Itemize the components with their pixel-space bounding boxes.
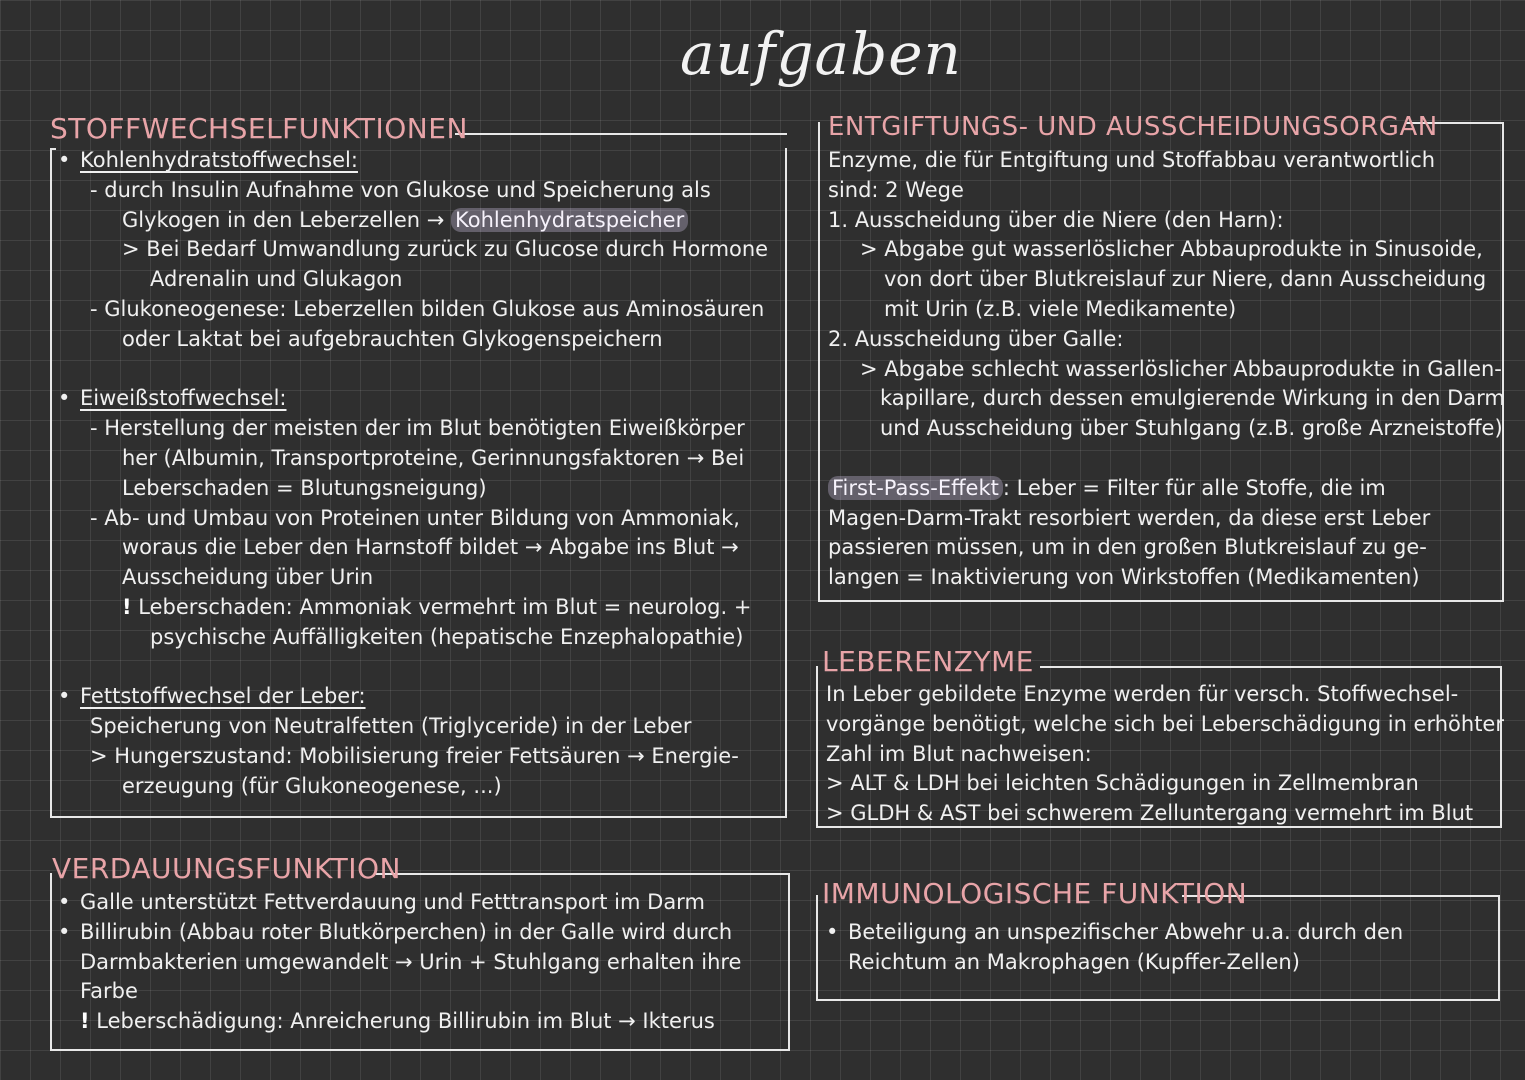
leberenzyme-line: In Leber gebildete Enzyme werden für versch. Stoffwechsel- (826, 682, 1459, 706)
bullet: • (826, 920, 839, 944)
fs-line: Speicherung von Neutralfetten (Triglyceride) in der Leber (90, 714, 692, 739)
verdauung-line (58, 888, 783, 918)
fs-title: Fettstoffwechsel der Leber: (80, 684, 366, 709)
leberenzyme-line: > GLDH & AST bei schwerem Zelluntergang vermehrt im Blut (826, 801, 1474, 826)
spacer (58, 653, 778, 683)
stoffwechsel-heading: STOFFWECHSELFUNKTIONEN (50, 112, 468, 145)
stoffwechsel-heading-line (455, 133, 787, 135)
immun-heading: IMMUNOLOGISCHE FUNKTION (822, 877, 1248, 910)
warning-icon: ! (80, 1009, 90, 1034)
highlight-first-pass: First-Pass-Effekt (828, 476, 1003, 500)
ew-line: Ausscheidung über Urin (122, 565, 374, 590)
warning-icon: ! (122, 594, 132, 619)
immun-line (826, 918, 1496, 948)
leberenzyme-heading-line (1040, 666, 1502, 668)
ew-title: Eiweißstoffwechsel: (80, 386, 287, 411)
leberenzyme-line: vorgänge benötigt, welche sich bei Leberschädigung in erhöhter (826, 711, 1504, 736)
ew-text: Leberschaden: Ammoniak vermehrt im Blut = neurolog. + (138, 594, 752, 619)
ew-line: - Ab- und Umbau von Proteinen unter Bildung von Ammoniak, (90, 505, 740, 530)
entgiftung-line: Enzyme, die für Entgiftung und Stoffabbau verantwortlich (828, 148, 1436, 172)
bullet: • (58, 148, 71, 172)
entgiftung-content (828, 146, 1505, 593)
immun-content (826, 918, 1496, 978)
verdauung-line: Darmbakterien umgewandelt → Urin + Stuhlgang erhalten ihre (80, 949, 742, 974)
verdauung-line: Farbe (80, 979, 138, 1004)
verdauung-text: Leberschädigung: Anreicherung Billirubin im Blut → Ikterus (96, 1009, 715, 1034)
verdauung-heading-line (376, 873, 790, 875)
stoffwechsel-box-top-left (50, 148, 56, 150)
entgiftung-line: > Abgabe schlecht wasserlöslicher Abbauprodukte in Gallen- (860, 356, 1502, 381)
fs-line: erzeugung (für Glukoneogenese, ...) (122, 773, 502, 798)
leberenzyme-content (826, 680, 1504, 829)
first-pass-line (828, 474, 1500, 504)
verdauung-heading: VERDAUUNGSFUNKTION (52, 852, 402, 885)
ew-line: Leberschaden = Blutungsneigung) (122, 475, 487, 500)
entgiftung-line: 1. Ausscheidung über die Niere (den Harn): (828, 207, 1284, 232)
verdauung-text: Galle unterstützt Fettverdauung und Fetttransport im Darm (80, 890, 705, 914)
spacer (58, 355, 778, 385)
kh-line: - Glukoneogenese: Leberzellen bilden Glukose aus Aminosäuren (90, 296, 765, 321)
verdauung-content (58, 888, 783, 1037)
bullet: • (58, 919, 71, 944)
entgiftung-line: > Abgabe gut wasserlöslicher Abbauprodukte in Sinusoide, (860, 237, 1483, 262)
stoffwechsel-content (58, 146, 778, 802)
page-title: aufgaben (680, 20, 962, 88)
entgiftung-line: mit Urin (z.B. viele Medikamente) (884, 296, 1237, 321)
ew-title-line (58, 384, 778, 414)
leberenzyme-heading: LEBERENZYME (822, 645, 1034, 678)
highlight-kohlenhydratspeicher: Kohlenhydratspeicher (451, 208, 688, 232)
ew-line: her (Albumin, Transportproteine, Gerinnungsfaktoren → Bei (122, 445, 745, 470)
entgiftung-line: und Ausscheidung über Stuhlgang (z.B. große Arzneistoffe) (880, 416, 1503, 441)
ew-line: woraus die Leber den Harnstoff bildet → Abgabe ins Blut → (122, 535, 739, 560)
kh-line: > Bei Bedarf Umwandlung zurück zu Glucose durch Hormone (122, 237, 769, 262)
fs-title-line (58, 682, 778, 712)
first-pass-line: Magen-Darm-Trakt resorbiert werden, da diese erst Leber (828, 505, 1431, 530)
ew-line (58, 593, 778, 623)
kh-line: Adrenalin und Glukagon (150, 267, 403, 292)
entgiftung-heading: ENTGIFTUNGS- UND AUSSCHEIDUNGSORGAN (828, 112, 1438, 142)
leberenzyme-line: > ALT & LDH bei leichten Schädigungen in Zellmembran (826, 771, 1419, 796)
bullet: • (58, 890, 71, 914)
kh-line (58, 206, 778, 236)
first-pass-line: langen = Inaktivierung von Wirkstoffen (Medikamenten) (828, 565, 1420, 590)
entgiftung-line: kapillare, durch dessen emulgierende Wirkung in den Darm (880, 386, 1505, 411)
kh-line: oder Laktat bei aufgebrauchten Glykogenspeichern (122, 326, 663, 351)
fs-line: > Hungerszustand: Mobilisierung freier Fettsäuren → Energie- (90, 743, 739, 768)
bullet: • (58, 386, 71, 411)
kh-title: Kohlenhydratstoffwechsel: (80, 148, 358, 172)
immun-text: Beteiligung an unspezifischer Abwehr u.a. durch den (848, 920, 1404, 944)
verdauung-line (58, 1007, 783, 1037)
kh-text: Glykogen in den Leberzellen → (122, 207, 452, 232)
bullet: • (58, 684, 71, 709)
kh-title-line (58, 146, 778, 176)
verdauung-line (58, 918, 783, 948)
entgiftung-line: von dort über Blutkreislauf zur Niere, dann Ausscheidung (884, 267, 1487, 292)
ew-line: - Herstellung der meisten der im Blut benötigten Eiweißkörper (90, 416, 745, 441)
entgiftung-line: 2. Ausscheidung über Galle: (828, 326, 1124, 351)
kh-line: - durch Insulin Aufnahme von Glukose und Speicherung als (90, 177, 711, 202)
verdauung-text: Billirubin (Abbau roter Blutkörperchen) in der Galle wird durch (80, 919, 733, 944)
ew-line: psychische Auffälligkeiten (hepatische Enzephalopathie) (150, 624, 744, 649)
spacer (828, 444, 1500, 474)
first-pass-text: : Leber = Filter für alle Stoffe, die im (1002, 475, 1386, 500)
entgiftung-line: sind: 2 Wege (828, 177, 964, 202)
first-pass-line: passieren müssen, um in den großen Blutkreislauf zu ge- (828, 535, 1427, 560)
leberenzyme-line: Zahl im Blut nachweisen: (826, 741, 1092, 766)
immun-line: Reichtum an Makrophagen (Kupffer-Zellen) (848, 949, 1300, 974)
